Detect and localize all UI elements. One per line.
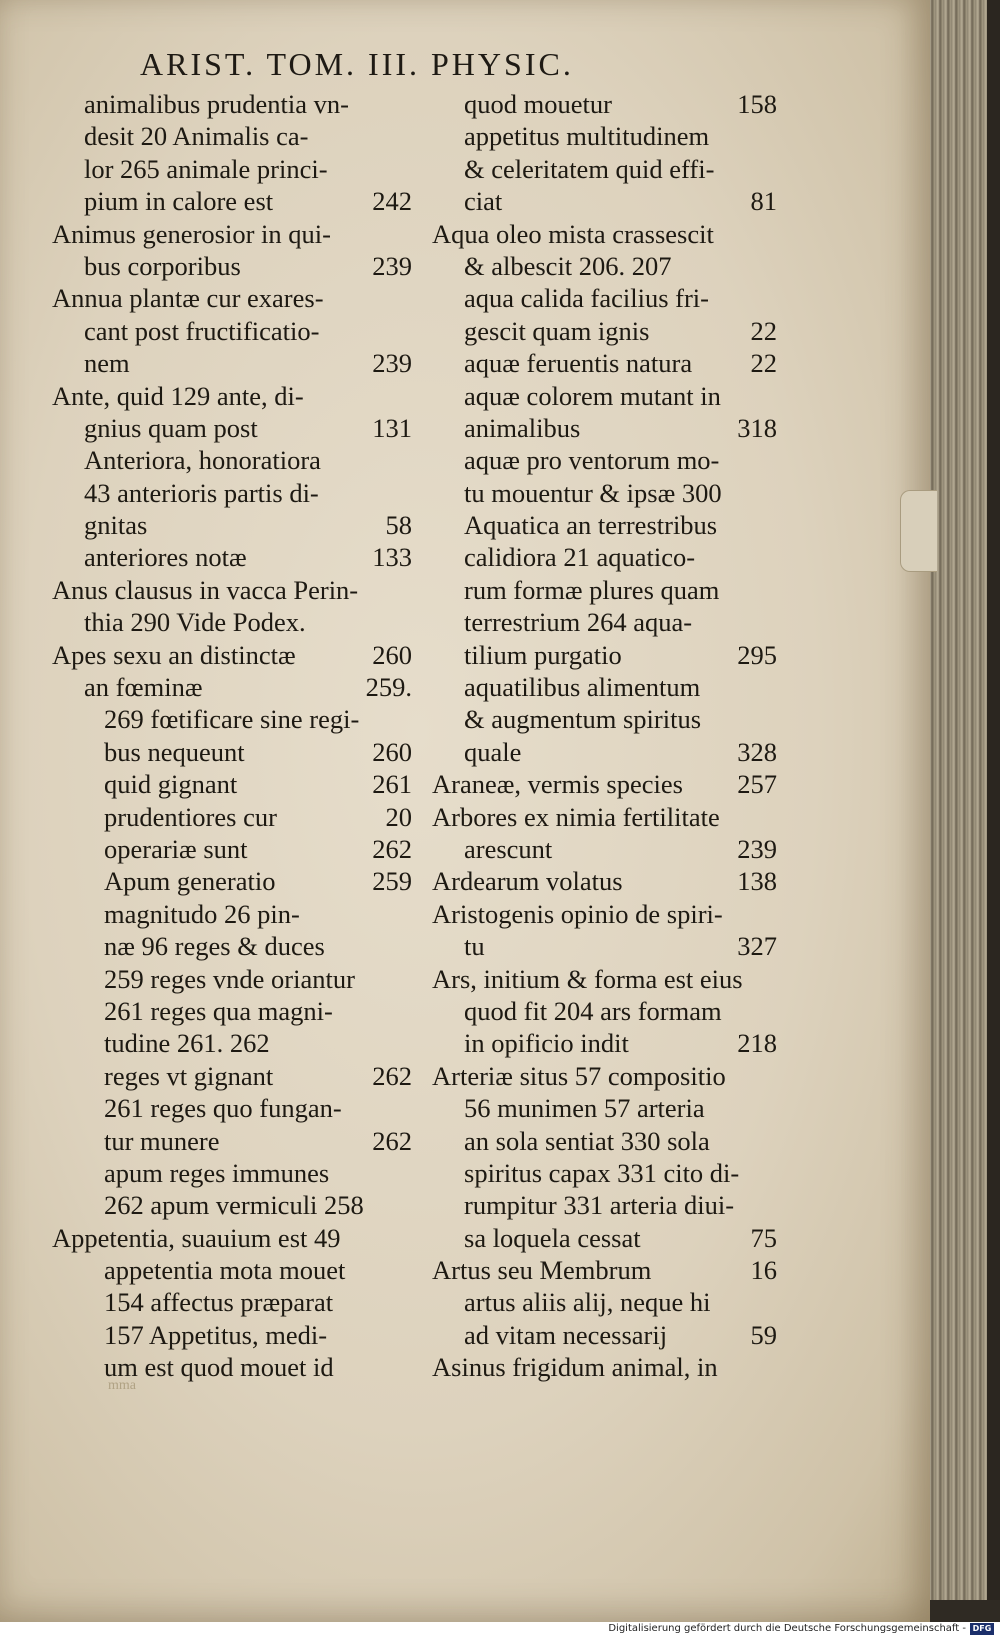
index-entry-line	[432, 1092, 777, 1124]
index-entry-text: magnitudo 26 pin-	[104, 898, 300, 929]
index-entry-line	[432, 1157, 777, 1189]
index-entry-text: 261 reges quo fungan-	[104, 1093, 342, 1124]
index-entry-text: quod mouetur	[464, 89, 612, 119]
index-entry-line	[52, 606, 412, 638]
index-entry-page-number: 327	[737, 931, 777, 962]
index-entry-line	[432, 120, 777, 152]
index-entry-text: Apum generatio	[104, 866, 276, 897]
index-entry-line	[432, 282, 777, 314]
index-entry-line	[432, 703, 777, 735]
index-entry-line	[52, 1319, 412, 1351]
index-entry-line	[52, 574, 412, 606]
index-entry-line	[432, 380, 777, 412]
index-entry-text: Anus clausus in vacca Perin-	[52, 574, 359, 605]
index-entry-line	[432, 898, 777, 930]
index-entry-line	[432, 963, 777, 995]
index-entry-line	[52, 833, 412, 865]
index-entry-page-number: 262	[372, 1060, 412, 1091]
index-entry-text: tur munere	[104, 1125, 220, 1156]
index-entry-text: Aristogenis opinio de spiri-	[432, 898, 723, 929]
index-entry-line	[52, 995, 412, 1027]
index-entry-line	[432, 315, 777, 347]
index-entry-page-number: 20	[385, 801, 412, 832]
index-entry-page-number: 133	[372, 542, 412, 573]
index-entry-page-number: 131	[372, 412, 412, 443]
index-entry-text: tilium purgatio	[464, 639, 622, 670]
index-entry-text: næ 96 reges & duces	[104, 931, 325, 962]
index-entry-line	[432, 412, 777, 444]
index-entry-text: rumpitur 331 arteria diui-	[464, 1190, 735, 1221]
index-entry-text: sa loquela cessat	[464, 1222, 641, 1253]
index-entry-line	[432, 347, 777, 379]
index-entry-page-number: 259.	[365, 672, 412, 703]
index-entry-line	[52, 898, 412, 930]
index-entry-text: rum formæ plures quam	[464, 574, 720, 605]
index-entry-line	[432, 833, 777, 865]
index-entry-page-number: 262	[372, 833, 412, 864]
index-entry-line	[432, 1319, 777, 1351]
index-entry-line	[432, 768, 777, 800]
index-entry-page-number: 262	[372, 1125, 412, 1156]
index-entry-line	[52, 412, 412, 444]
index-entry-page-number: 260	[372, 736, 412, 767]
index-entry-text: animalibus	[464, 412, 581, 443]
index-entry-line	[432, 477, 777, 509]
index-entry-line	[432, 606, 777, 638]
index-entry-line	[432, 218, 777, 250]
index-entry-line	[432, 153, 777, 185]
index-entry-line	[432, 1060, 777, 1092]
index-entry-line	[52, 963, 412, 995]
index-entry-line	[52, 1254, 412, 1286]
index-entry-line	[432, 574, 777, 606]
index-entry-text: 261 reges qua magni-	[104, 995, 333, 1026]
index-entry-text: thia 290 Vide Podex.	[84, 607, 306, 638]
index-entry-text: Appetentia, suauium est 49	[52, 1222, 341, 1253]
index-entry-text: apum reges immunes	[104, 1157, 330, 1188]
index-entry-line	[432, 541, 777, 573]
index-entry-text: Asinus frigidum animal, in	[432, 1352, 718, 1383]
index-column-right	[432, 88, 777, 1384]
index-entry-line	[432, 1351, 777, 1383]
index-entry-text: terrestrium 264 aqua-	[464, 607, 693, 638]
index-entry-line	[52, 768, 412, 800]
index-entry-line	[432, 444, 777, 476]
index-entry-line	[52, 380, 412, 412]
index-entry-text: anteriores notæ	[84, 542, 247, 573]
index-entry-text: ciat	[464, 186, 503, 217]
index-entry-text: 269 fœtificare sine regi-	[104, 704, 360, 735]
index-entry-line	[52, 1351, 412, 1383]
index-entry-text: tu	[464, 931, 485, 962]
index-entry-text: Ars, initium & forma est eius	[432, 963, 743, 994]
index-entry-text: operariæ sunt	[104, 833, 248, 864]
index-entry-text: appetitus multitudinem	[464, 121, 710, 152]
index-entry-text: 154 affectus præparat	[104, 1287, 334, 1318]
index-entry-line	[432, 1222, 777, 1254]
index-entry-text: Aquatica an terrestribus	[464, 510, 718, 541]
index-entry-text: um est quod mouet id	[104, 1352, 334, 1383]
index-entry-line	[52, 347, 412, 379]
index-entry-text: bus corporibus	[84, 250, 241, 281]
running-head: ARIST. TOM. III. PHYSIC.	[140, 46, 574, 82]
index-entry-line	[52, 736, 412, 768]
index-entry-text: desit 20 Animalis ca-	[84, 121, 309, 152]
index-entry-text: ad vitam necessarij	[464, 1319, 668, 1350]
index-entry-line	[52, 1125, 412, 1157]
index-entry-page-number: 242	[372, 186, 412, 217]
digitization-credit: Digitalisierung gefördert durch die Deutsche Forschungsgemeinschaft -	[608, 1623, 966, 1634]
index-entry-text: Arbores ex nimia fertilitate	[432, 801, 720, 832]
index-entry-line	[52, 282, 412, 314]
index-entry-line	[52, 477, 412, 509]
index-entry-line	[52, 218, 412, 250]
index-entry-text: calidiora 21 aquatico-	[464, 542, 696, 573]
index-entry-line	[432, 250, 777, 282]
index-entry-text: aquæ feruentis natura	[464, 348, 693, 379]
index-entry-text: Aqua oleo mista crassescit	[432, 218, 714, 249]
index-entry-line	[52, 1092, 412, 1124]
index-entry-line	[52, 120, 412, 152]
index-entry-text: 56 munimen 57 arteria	[464, 1093, 705, 1124]
book-page-edges	[925, 0, 1000, 1600]
index-entry-line	[432, 1125, 777, 1157]
index-entry-text: Araneæ, vermis species	[432, 769, 683, 800]
index-entry-line	[432, 1027, 777, 1059]
index-entry-text: 259 reges vnde oriantur	[104, 963, 355, 994]
index-entry-page-number: 259	[372, 866, 412, 897]
index-entry-text: an fœminæ	[84, 672, 203, 703]
index-entry-text: cant post fructificatio-	[84, 315, 320, 346]
index-entry-page-number: 22	[750, 315, 777, 346]
index-entry-line	[52, 1189, 412, 1221]
index-entry-line	[432, 995, 777, 1027]
index-entry-text: 43 anterioris partis di-	[84, 477, 319, 508]
index-entry-text: bus nequeunt	[104, 736, 245, 767]
index-entry-line	[52, 185, 412, 217]
index-entry-text: an sola sentiat 330 sola	[464, 1125, 710, 1156]
index-entry-line	[432, 930, 777, 962]
index-entry-text: quale	[464, 736, 522, 767]
index-entry-line	[52, 639, 412, 671]
index-entry-line	[52, 1060, 412, 1092]
index-entry-page-number: 295	[737, 639, 777, 670]
index-entry-text: & celeritatem quid effi-	[464, 153, 715, 184]
index-entry-text: pium in calore est	[84, 186, 274, 217]
index-entry-page-number: 218	[737, 1028, 777, 1059]
index-entry-text: 262 apum vermiculi 258	[104, 1190, 364, 1221]
index-entry-line	[52, 671, 412, 703]
index-entry-line	[432, 639, 777, 671]
index-entry-page-number: 75	[750, 1222, 777, 1253]
index-entry-text: gescit quam ignis	[464, 315, 650, 346]
index-entry-line	[52, 315, 412, 347]
index-entry-text: aquæ colorem mutant in	[464, 380, 721, 411]
index-entry-page-number: 81	[750, 186, 777, 217]
margin-mark: mma	[108, 1378, 136, 1393]
index-entry-page-number: 318	[737, 412, 777, 443]
index-entry-text: tu mouentur & ipsæ 300	[464, 477, 722, 508]
index-entry-text: aquatilibus alimentum	[464, 672, 701, 703]
index-entry-line	[52, 801, 412, 833]
index-entry-text: reges vt gignant	[104, 1060, 274, 1091]
index-entry-line	[432, 88, 777, 120]
index-entry-text: quid gignant	[104, 769, 238, 800]
index-entry-text: in opificio indit	[464, 1028, 629, 1059]
index-entry-text: lor 265 animale princi-	[84, 153, 328, 184]
index-entry-text: Artus seu Membrum	[432, 1255, 652, 1286]
index-entry-line	[432, 1189, 777, 1221]
index-entry-line	[52, 541, 412, 573]
index-entry-line	[432, 1254, 777, 1286]
index-entry-page-number: 328	[737, 736, 777, 767]
index-entry-line	[52, 250, 412, 282]
index-column-left	[52, 88, 412, 1384]
index-entry-line	[52, 865, 412, 897]
index-entry-page-number: 261	[372, 769, 412, 800]
index-entry-page-number: 257	[737, 769, 777, 800]
index-entry-line	[52, 930, 412, 962]
index-entry-line	[52, 153, 412, 185]
index-entry-line	[52, 88, 412, 120]
index-entry-text: Anteriora, honoratiora	[84, 445, 321, 476]
index-entry-text: quod fit 204 ars formam	[464, 995, 722, 1026]
index-entry-text: Ardearum volatus	[432, 866, 623, 897]
index-entry-page-number: 239	[372, 348, 412, 379]
index-entry-line	[52, 444, 412, 476]
index-entry-line	[432, 671, 777, 703]
index-entry-line	[432, 509, 777, 541]
index-entry-text: Arteriæ situs 57 compositio	[432, 1060, 726, 1091]
index-entry-text: tudine 261. 262	[104, 1028, 270, 1059]
index-entry-page-number: 59	[750, 1319, 777, 1350]
index-entry-line	[52, 1286, 412, 1318]
index-entry-line	[432, 185, 777, 217]
index-entry-text: artus aliis alij, neque hi	[464, 1287, 711, 1318]
index-entry-page-number: 239	[737, 833, 777, 864]
index-entry-text: prudentiores cur	[104, 801, 277, 832]
index-entry-text: Animus generosior in qui-	[52, 218, 331, 249]
index-entry-page-number: 158	[737, 89, 777, 119]
index-entry-text: spiritus capax 331 cito di-	[464, 1157, 740, 1188]
index-entry-page-number: 58	[385, 510, 412, 541]
index-entry-text: 157 Appetitus, medi-	[104, 1319, 328, 1350]
index-entry-text: aqua calida facilius fri-	[464, 283, 709, 314]
index-entry-line	[52, 1222, 412, 1254]
index-entry-line	[432, 865, 777, 897]
index-entry-text: Ante, quid 129 ante, di-	[52, 380, 304, 411]
index-entry-line	[432, 801, 777, 833]
index-entry-text: Apes sexu an distinctæ	[52, 639, 296, 670]
index-entry-page-number: 22	[750, 348, 777, 379]
index-entry-line	[52, 703, 412, 735]
index-entry-text: & albescit 206. 207	[464, 250, 672, 281]
index-entry-text: arescunt	[464, 833, 553, 864]
index-entry-text: gnius quam post	[84, 412, 258, 443]
index-entry-text: appetentia mota mouet	[104, 1255, 346, 1286]
index-entry-line	[432, 736, 777, 768]
index-entry-page-number: 260	[372, 639, 412, 670]
bookmark-tab	[900, 490, 937, 572]
index-entry-line	[52, 1157, 412, 1189]
index-entry-page-number: 239	[372, 250, 412, 281]
index-entry-text: aquæ pro ventorum mo-	[464, 445, 720, 476]
index-entry-line	[52, 1027, 412, 1059]
index-entry-text: nem	[84, 348, 130, 379]
index-entry-text: & augmentum spiritus	[464, 704, 702, 735]
index-entry-page-number: 16	[750, 1255, 777, 1286]
index-entry-line	[432, 1286, 777, 1318]
index-entry-text: gnitas	[84, 510, 148, 541]
index-entry-page-number: 138	[737, 866, 777, 897]
index-entry-text: Annua plantæ cur exares-	[52, 283, 324, 314]
dfg-logo: DFG	[970, 1623, 994, 1635]
index-entry-line	[52, 509, 412, 541]
index-entry-text: animalibus prudentia vn-	[84, 89, 349, 119]
